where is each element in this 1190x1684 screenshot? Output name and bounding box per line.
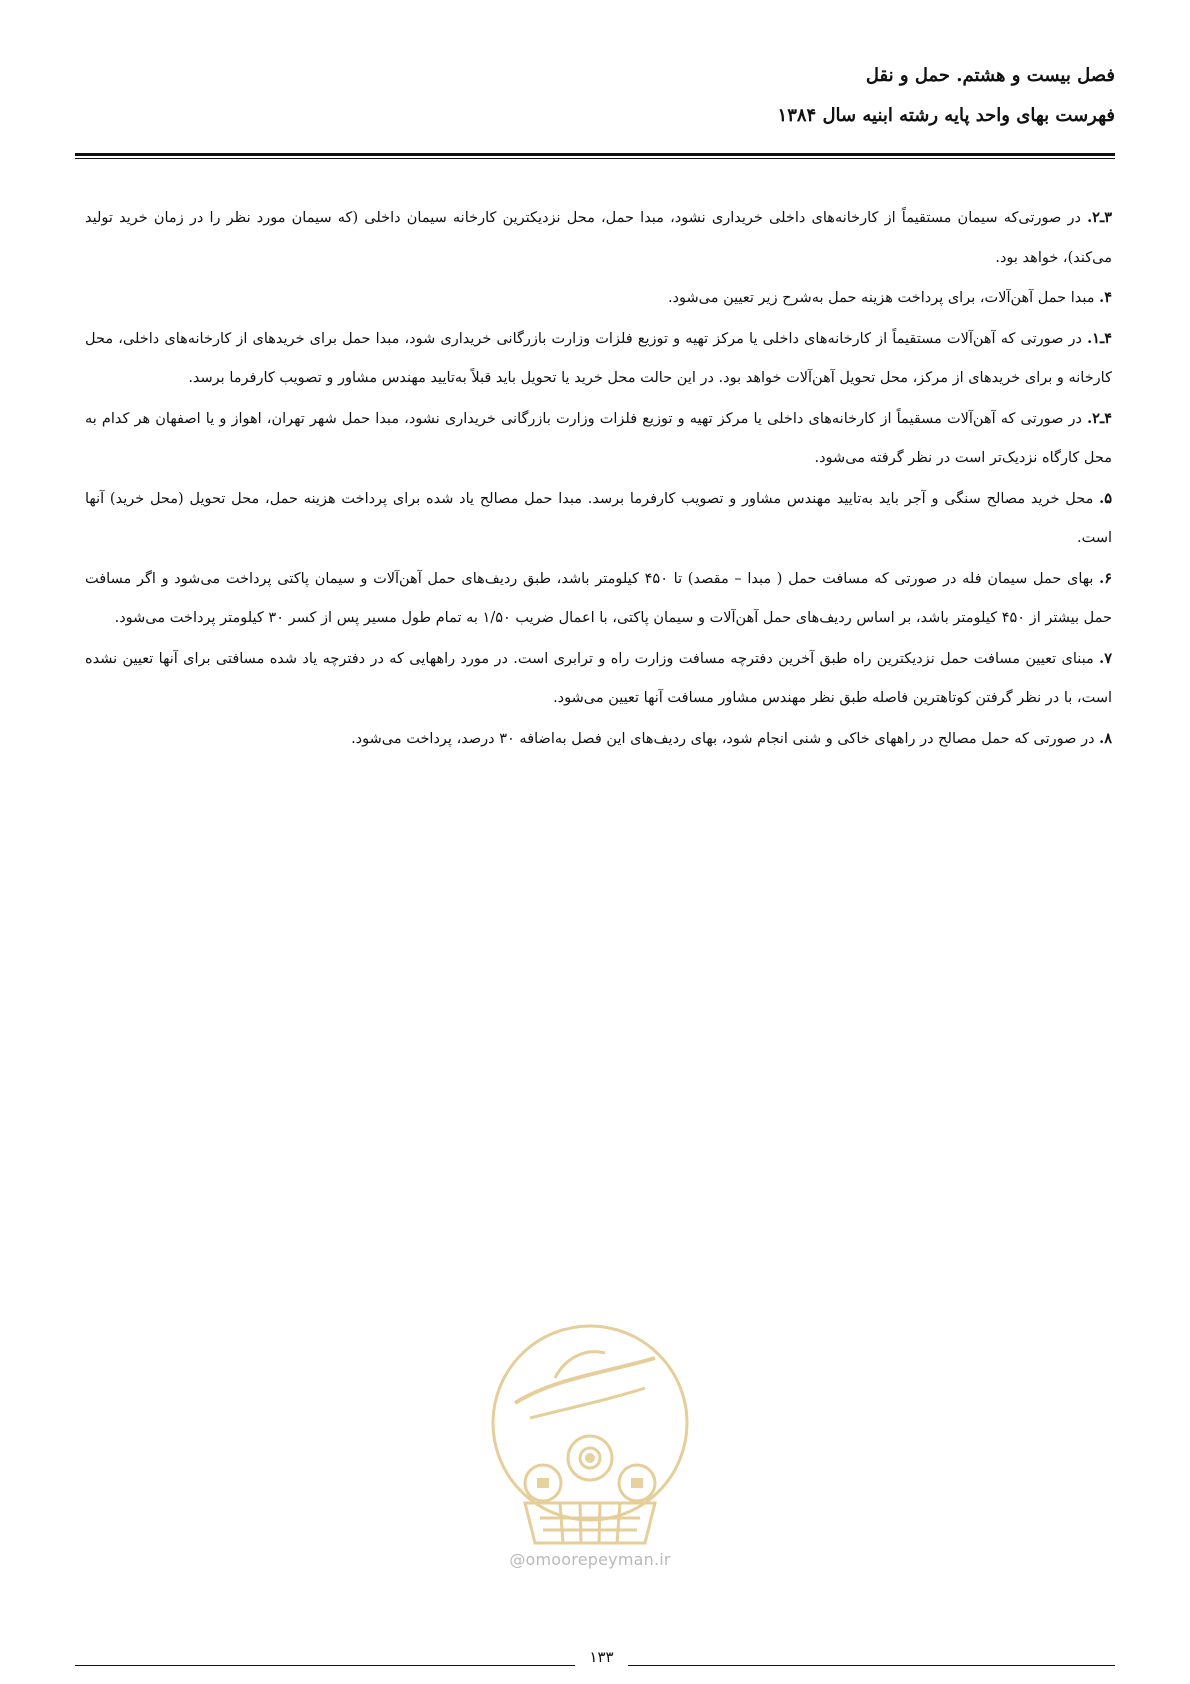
- body-text: [85, 198, 1112, 759]
- paragraph-text: مبدا حمل آهن‌آلات، برای پرداخت هزینه حمل به‌شرح زیر تعیین می‌شود.: [667, 290, 1100, 306]
- paragraph-text: در صورتی که حمل مصالح در راههای خاکی و شنی انجام شود، بهای ردیف‌های این فصل به‌اضافه ۳۰ درصد، پرداخت می‌شود.: [351, 730, 1100, 747]
- header-rule-thick: [75, 153, 1115, 156]
- watermark-logo-icon: [485, 1318, 695, 1568]
- paragraph-text: در صورتی‌که سیمان مستقیماً از کارخانه‌های داخلی خریداری نشود، مبدا حمل، محل نزدیکترین کارخانه سیمان داخلی (که سیمان مورد نظر را در زمان خرید تولید می‌کند)، خواهد بود.: [85, 210, 1112, 266]
- paragraph-number: ۴ـ۱.: [1087, 329, 1112, 347]
- header-rule-thin: [75, 158, 1115, 159]
- paragraph-text: در صورتی که آهن‌آلات مسقیماً از کارخانه‌های داخلی یا مرکز تهیه و توزیع فلزات وزارت بازرگانی خریداری نشود، مبدا حمل شهر تهران، اهواز و یا اصفهان هر کدام به محل کارگاه نزدیک‌تر است در نظر گرفته می‌شود.: [85, 410, 1112, 466]
- paragraph-number: ۷.: [1099, 649, 1112, 667]
- paragraph-text: در صورتی که آهن‌آلات مستقیماً از کارخانه‌های داخلی یا مرکز تهیه و توزیع فلزات وزارت بازرگانی خریداری شود، مبدا حمل برای خریدهای از کارخانه‌های داخلی، محل کارخانه و برای خریدهای از مرکز، محل تحویل آهن‌آلات خواهد بود. در این حالت محل خرید یا تحویل باید قبلاً به‌تایید مهندس مشاور و تصویب کارفرما برسد.: [85, 330, 1112, 386]
- page-number: ۱۳۳: [589, 1648, 614, 1666]
- paragraph-number: ۸.: [1099, 729, 1112, 747]
- paragraph: [85, 198, 1112, 278]
- paragraph: [85, 639, 1112, 719]
- paragraph: [85, 319, 1112, 399]
- paragraph-text: مبنای تعیین مسافت حمل نزدیکترین راه طبق آخرین دفترچه مسافت وزارت راه و ترابری است. در مورد راههایی که در دفترچه یاد شده مسافتی برای آنها تعیین نشده است، با در نظر گرفتن کوتاهترین فاصله طبق نظر مهندس مشاور مسافت آنها تعیین می‌شود.: [85, 650, 1112, 706]
- paragraph-number: ۴.: [1099, 289, 1112, 306]
- paragraph-number: ۵.: [1099, 489, 1112, 507]
- paragraph: [85, 278, 1112, 319]
- list-title: فهرست بهای واحد پایه رشته ابنیه سال ۱۳۸۴: [777, 105, 1115, 126]
- paragraph: [85, 479, 1112, 559]
- watermark-site: @omoorepeyman.ir: [509, 1550, 671, 1569]
- paragraph-number: ۶.: [1099, 569, 1112, 587]
- footer-rule-left: [75, 1665, 575, 1666]
- page-header: [75, 56, 1115, 136]
- chapter-title: فصل بیست و هشتم. حمل و نقل: [865, 65, 1115, 86]
- paragraph: [85, 399, 1112, 479]
- footer-rule-right: [628, 1665, 1115, 1666]
- paragraph-number: ۴ـ۲.: [1087, 409, 1112, 427]
- paragraph-text: محل خرید مصالح سنگی و آجر باید به‌تایید مهندس مشاور و تصویب کارفرما برسد. مبدا حمل مصالح یاد شده برای پرداخت هزینه حمل، محل تحویل (محل خرید) آنها است.: [85, 490, 1112, 546]
- paragraph: [85, 719, 1112, 760]
- paragraph-number: ۳ـ۲.: [1087, 209, 1112, 226]
- paragraph: [85, 559, 1112, 639]
- paragraph-text: بهای حمل سیمان فله در صورتی که مسافت حمل ( مبدا – مقصد) تا ۴۵۰ کیلومتر باشد، طبق ردیف‌های حمل آهن‌آلات و سیمان پاکتی پرداخت می‌شود و اگر مسافت حمل بیشتر از ۴۵۰ کیلومتر باشد، بر اساس ردیف‌های حمل آهن‌آلات و سیمان پاکتی، با اعمال ضریب ۱/۵۰ به تمام طول مسیر پس از کسر ۳۰ کیلومتر پرداخت می‌شود.: [85, 570, 1112, 626]
